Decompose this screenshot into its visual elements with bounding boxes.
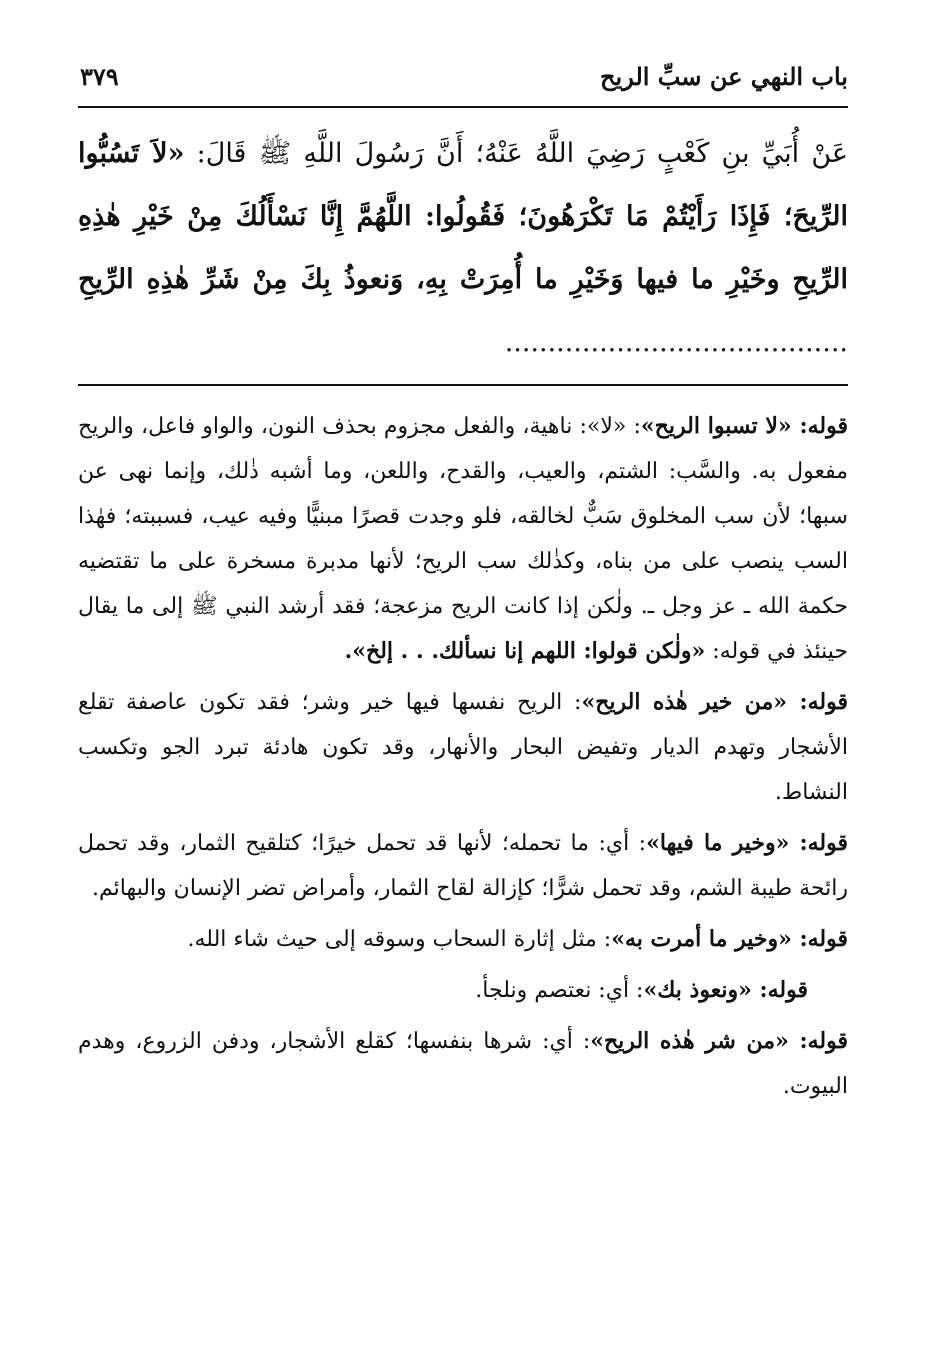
paragraph-quoted-phrase: «من شر هٰذه الريح» — [590, 1028, 789, 1054]
paragraph-text: : أي: ما تحمله؛ لأنها قد تحمل خيرًا؛ كتلقيح الثمار، وقد تحمل رائحة طيبة الشم، وقد تحمل شرًّا؛ كإزالة لقاح الثمار، وأمراض تضر الإنسان والبهائم. — [78, 831, 848, 901]
paragraph-quoted-phrase: «وخير ما أمرت به» — [611, 926, 792, 952]
paragraph-quoted-phrase: «من خير هٰذه الريح» — [581, 689, 788, 715]
paragraph-lead: قوله: — [791, 926, 848, 952]
paragraph-text: : «لا»: ناهية، والفعل مجزوم بحذف النون، والواو فاعل، والريح مفعول به. والسَّب: الشتم، والعيب، والقدح، واللعن، وما أشبه ذٰلك، وإنما نهى عن سبها؛ لأن سب المخلوق سَبٌّ لخالقه، فلو وجدت قصرًا مبنيًّا وفيه عيب، فسببته؛ فهٰذا السب ينصب على من بناه، وكذٰلك سب الريح؛ لأنها مدبرة مسخرة على ما تقتضيه حكمة الله ـ عز وجل ـ. ولٰكن إذا كانت الريح مزعجة؛ فقد أرشد النبي ﷺ إلى ما يقال حينئذ في قوله: — [78, 414, 848, 664]
commentary-paragraph — [78, 1019, 848, 1109]
page-header — [78, 58, 848, 106]
running-title: باب النهي عن سبِّ الريح — [600, 62, 848, 91]
commentary-paragraph — [78, 917, 848, 962]
paragraph-quoted-phrase: «وخير ما فيها» — [646, 830, 790, 856]
paragraph-quoted-phrase: «ونعوذ بك» — [643, 977, 752, 1003]
commentary-paragraph — [78, 968, 848, 1013]
hadith-text — [78, 108, 848, 380]
commentary-paragraph — [78, 821, 848, 911]
paragraph-lead: قوله: — [751, 977, 808, 1003]
paragraph-quoted-phrase: «لا تسبوا الريح» — [640, 413, 792, 439]
page-number: ٣٧٩ — [80, 62, 119, 91]
paragraph-lead: قوله: — [788, 1028, 848, 1054]
paragraph-tail-quote: «ولٰكن قولوا: اللهم إنا نسألك. . . إلخ». — [344, 638, 706, 664]
paragraph-lead: قوله: — [787, 689, 848, 715]
paragraph-lead: قوله: — [789, 830, 848, 856]
paragraph-text: : أي: نعتصم ونلجأ. — [475, 978, 644, 1003]
commentary-paragraph — [78, 680, 848, 815]
book-page — [78, 58, 848, 1348]
paragraph-lead: قوله: — [791, 413, 848, 439]
commentary-paragraph — [78, 404, 848, 674]
hadith-dots: ........................................ — [504, 327, 848, 358]
paragraph-text: : أي: شرها بنفسها؛ كقلع الأشجار، ودفن الزروع، وهدم البيوت. — [78, 1029, 848, 1099]
paragraph-text: : مثل إثارة السحاب وسوقه إلى حيث شاء الله. — [187, 927, 612, 952]
hadith-quote: «لاَ تَسُبُّوا الرِّيحَ؛ فَإِذَا رَأَيْتُمْ مَا تَكْرَهُونَ؛ فَقُولُوا: اللَّهُمَّ إِنَّا نَسْأَلُكَ مِنْ خَيْرِ هٰذِهِ الرِّيحِ وخَيْرِ ما فيها وَخَيْرِ ما أُمِرَتْ بِهِ، وَنعوذُ بِكَ مِنْ شَرِّ هٰذِهِ الرِّيحِ — [78, 138, 848, 295]
commentary — [78, 386, 848, 1109]
paragraph-text: : الريح نفسها فيها خير وشر؛ فقد تكون عاصفة تقلع الأشجار وتهدم الديار وتفيض البحار والأنهار، وقد تكون هادئة تبرد الجو وتكسب النشاط. — [78, 690, 848, 805]
hadith-intro: عَنْ أُبَيِّ بنِ كَعْبٍ رَضِيَ اللَّهُ عَنْهُ؛ أَنَّ رَسُولَ اللَّهِ ﷺ قَالَ: — [196, 138, 849, 169]
